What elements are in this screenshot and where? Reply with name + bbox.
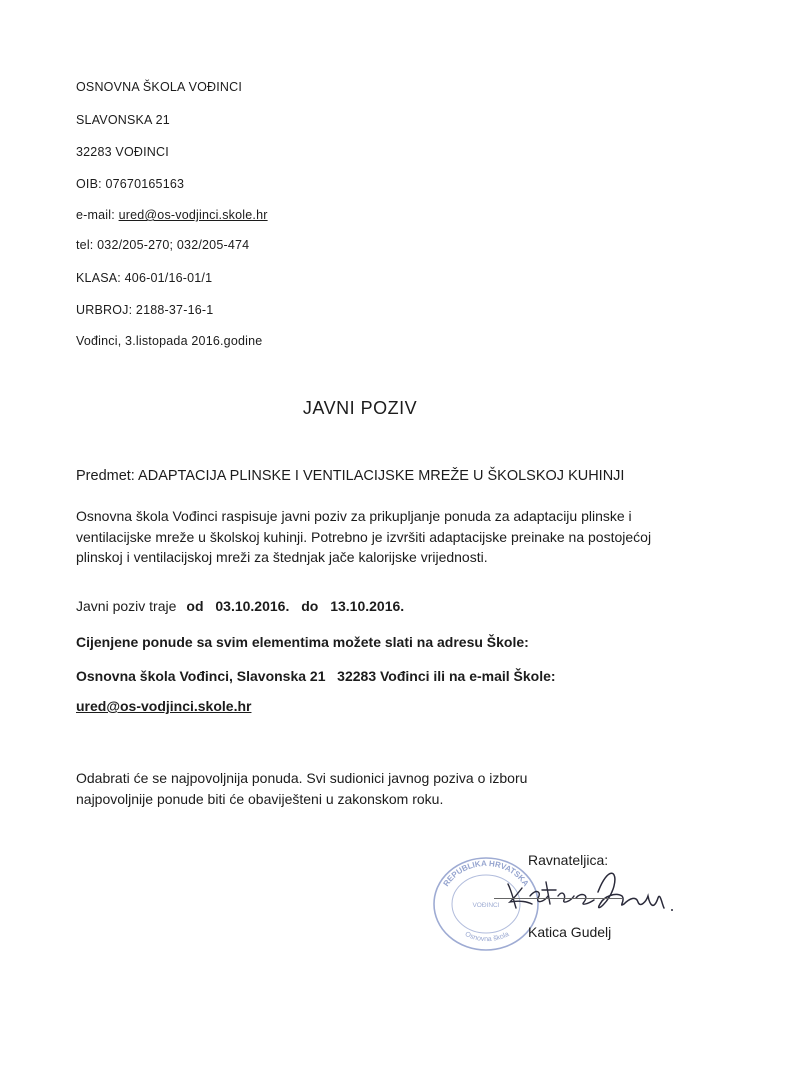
call-period <box>76 598 404 614</box>
handwritten-signature <box>486 862 686 922</box>
stamp-center-text: VOĐINCI <box>472 902 500 909</box>
school-name: OSNOVNA ŠKOLA VOĐINCI <box>76 80 243 94</box>
signature-line <box>494 898 622 899</box>
signatory-role: Ravnateljica: <box>528 852 609 868</box>
subject-line: Predmet: ADAPTACIJA PLINSKE I VENTILACIJSKE MREŽE U ŠKOLSKOJ KUHINJI <box>76 468 625 484</box>
intro-paragraph: Osnovna škola Vođinci raspisuje javni poziv za prikupljanje ponuda za adaptaciju plinske i ventilacijske mreže u školskoj kuhinji. Potrebno je izvršiti adaptacijske preinake na postojećoj plinskoj i ventilacijskoj mreži za štednjak jače kalorijske vrijednosti. <box>76 508 652 565</box>
stamp-bottom-text: Osnovna škola <box>463 930 511 944</box>
school-tel: tel: 032/205-270; 032/205-474 <box>76 238 250 252</box>
school-address: Osnovna škola Vođinci, Slavonska 21 32283 Vođinci ili na e-mail Škole: <box>76 668 556 684</box>
document-date: Vođinci, 3.listopada 2016.godine <box>76 334 263 348</box>
document-title: JAVNI POZIV <box>302 398 418 418</box>
school-street: SLAVONSKA 21 <box>76 113 170 127</box>
closing-paragraph: Odabrati će se najpovoljnija ponuda. Svi sudionici javnog poziva o izboru najpovoljnije ponude biti će obaviješteni u zakonskom roku. <box>76 770 528 807</box>
signatory-name: Katica Gudelj <box>528 924 612 940</box>
school-oib: OIB: 07670165163 <box>76 177 185 191</box>
email-prefix: e-mail: <box>76 208 119 222</box>
period-dates: od 03.10.2016. do 13.10.2016. <box>186 598 405 614</box>
stamp-top-text: REPUBLIKA HRVATSKA <box>441 858 531 889</box>
school-city: 32283 VOĐINCI <box>76 145 169 159</box>
urbroj: URBROJ: 2188-37-16-1 <box>76 303 214 317</box>
klasa: KLASA: 406-01/16-01/1 <box>76 271 213 285</box>
school-email-line <box>76 208 268 222</box>
period-label: Javni poziv traje <box>76 598 177 614</box>
body-email-link[interactable]: ured@os-vodjinci.skole.hr <box>76 698 252 714</box>
offers-instruction: Cijenjene ponude sa svim elementima možete slati na adresu Škole: <box>76 634 529 650</box>
header-email-link[interactable]: ured@os-vodjinci.skole.hr <box>118 208 268 222</box>
